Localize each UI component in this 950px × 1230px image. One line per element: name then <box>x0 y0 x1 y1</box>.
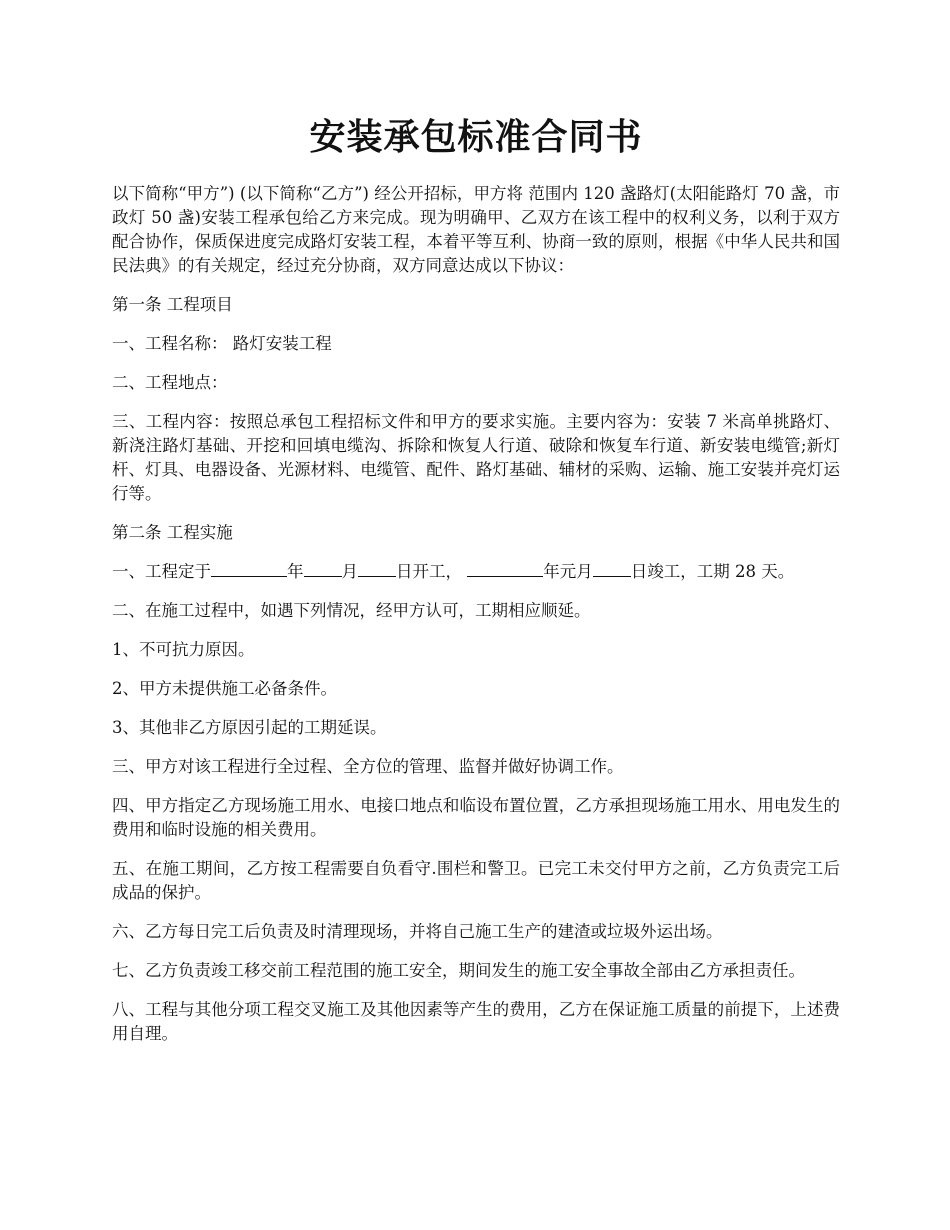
article2-item-delay: 二、在施工过程中，如遇下列情况，经甲方认可，工期相应顺延。 <box>112 601 591 620</box>
article2-item-security: 五、在施工期间，乙方按工程需要自负看守.围栏和警卫。已完工未交付甲方之前，乙方负责完工后成品的保护。 <box>112 859 840 902</box>
article2-item-safety: 七、乙方负责竣工移交前工程范围的施工安全，期间发生的施工安全事故全部由乙方承担责任。 <box>112 961 805 980</box>
article1-item-project-name: 一、工程名称： 路灯安装工程 <box>112 334 332 353</box>
article1-item-project-location: 二、工程地点： <box>112 373 228 392</box>
document-body <box>112 182 840 1046</box>
schedule-prefix: 一、工程定于 <box>112 562 211 581</box>
delay-reason-2: 2、甲方未提供施工必备条件。 <box>112 679 337 698</box>
schedule-month: 月 <box>341 562 358 581</box>
intro-paragraph: 以下简称“甲方”) (以下简称“乙方”) 经公开招标，甲方将 范围内 120 盏路灯(太阳能路灯 70 盏，市政灯 50 盏)安装工程承包给乙方来完成。现为明确甲、乙双方在该工程中的权利义务，以利于双方配合协作，保质保进度完成路灯安装工程，本着平等互利、协商一致的原则，根据《中华人民共和国民法典》的有关规定，经过充分协商，双方同意达成以下协议： <box>112 184 840 275</box>
article2-item-cleanup: 六、乙方每日完工后负责及时清理现场，并将自己施工生产的建渣或垃圾外运出场。 <box>112 922 723 941</box>
article2-item-utilities: 四、甲方指定乙方现场施工用水、电接口地点和临设布置位置，乙方承担现场施工用水、用电发生的费用和临时设施的相关费用。 <box>112 796 840 839</box>
article1-heading: 第一条 工程项目 <box>112 295 233 314</box>
end-day-blank <box>593 560 631 577</box>
start-year-blank <box>211 560 287 577</box>
article2-item-costs: 八、工程与其他分项工程交叉施工及其他因素等产生的费用，乙方在保证施工质量的前提下，上述费用自理。 <box>112 1000 840 1043</box>
schedule-start: 日开工， <box>396 562 462 581</box>
start-month-blank <box>304 560 342 577</box>
article1-item-project-content: 三、工程内容：按照总承包工程招标文件和甲方的要求实施。主要内容为：安装 7 米高单挑路灯、新浇注路灯基础、开挖和回填电缆沟、拆除和恢复人行道、破除和恢复车行道、新安装电缆管;新灯杆、灯具、电器设备、光源材料、电缆管、配件、路灯基础、辅材的采购、运输、施工安装并亮灯运行等。 <box>112 412 840 503</box>
schedule-end: 日竣工，工期 28 天。 <box>630 562 795 581</box>
article2-heading: 第二条 工程实施 <box>112 523 233 542</box>
schedule-year: 年 <box>287 562 304 581</box>
schedule-year-new-month: 年元月 <box>543 562 593 581</box>
article2-item-management: 三、甲方对该工程进行全过程、全方位的管理、监督并做好协调工作。 <box>112 757 624 776</box>
article2-schedule <box>112 560 840 584</box>
delay-reason-3: 3、其他非乙方原因引起的工期延误。 <box>112 718 387 737</box>
end-year-blank <box>467 560 543 577</box>
start-day-blank <box>358 560 396 577</box>
delay-reason-1: 1、不可抗力原因。 <box>112 640 255 659</box>
document-title: 安装承包标准合同书 <box>309 116 643 158</box>
document-page <box>112 0 840 1061</box>
